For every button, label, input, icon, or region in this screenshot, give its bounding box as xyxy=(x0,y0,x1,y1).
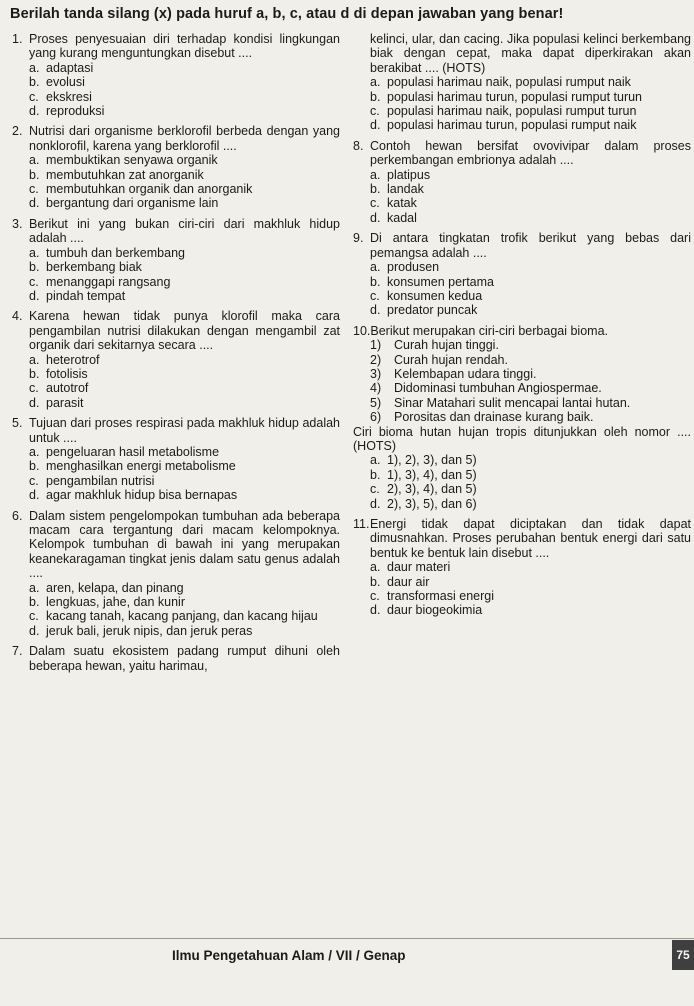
question-5-options xyxy=(29,445,340,503)
option-letter: c. xyxy=(370,196,380,211)
question-7-continued xyxy=(353,32,691,133)
option-letter: a. xyxy=(29,580,40,595)
question-2-option[interactable] xyxy=(29,196,340,210)
option-letter: c. xyxy=(370,589,380,604)
option-text: populasi harimau turun, populasi rumput naik xyxy=(387,118,637,133)
statement-text: Sinar Matahari sulit mencapai lantai hutan. xyxy=(394,395,631,410)
option-text: 1), 3), 4), dan 5) xyxy=(387,467,477,482)
option-text: autotrof xyxy=(46,381,89,396)
question-1-options xyxy=(29,61,340,119)
option-text: aren, kelapa, dan pinang xyxy=(46,580,184,595)
question-9-option[interactable] xyxy=(370,260,691,274)
option-text: bergantung dari organisme lain xyxy=(46,196,219,211)
question-1 xyxy=(12,32,340,118)
question-6-stem xyxy=(12,509,340,581)
question-8 xyxy=(353,139,691,225)
page-number: 75 xyxy=(672,940,694,970)
statement-number: 1) xyxy=(370,338,382,353)
option-text: populasi harimau naik, populasi rumput naik xyxy=(387,75,631,90)
question-2-option[interactable] xyxy=(29,153,340,167)
option-letter: d. xyxy=(29,196,40,211)
option-letter: d. xyxy=(370,603,381,618)
option-text: platipus xyxy=(387,167,431,182)
question-text: Contoh hewan bersifat ovovivipar dalam proses perkembangan embrionya adalah .... xyxy=(370,138,691,168)
question-5-stem xyxy=(12,416,340,445)
option-text: jeruk bali, jeruk nipis, dan jeruk peras xyxy=(46,623,253,638)
question-8-option[interactable] xyxy=(370,196,691,210)
statement-number: 5) xyxy=(370,395,382,410)
statement-number: 6) xyxy=(370,410,382,425)
option-text: kadal xyxy=(387,210,417,225)
question-number: 10. xyxy=(353,323,371,338)
statement-text: Curah hujan tinggi. xyxy=(394,338,499,353)
option-text: menanggapi rangsang xyxy=(46,274,171,289)
question-9-options xyxy=(370,260,691,318)
question-text: Di antara tingkatan trofik berikut yang bebas dari pemangsa adalah .... xyxy=(370,231,691,260)
option-letter: c. xyxy=(370,288,380,303)
option-letter: d. xyxy=(370,118,381,133)
option-text: adaptasi xyxy=(46,60,94,75)
option-text: tumbuh dan berkembang xyxy=(46,245,185,260)
question-11-options xyxy=(370,560,691,618)
option-letter: c. xyxy=(29,182,39,197)
option-text: reproduksi xyxy=(46,104,105,119)
option-letter: a. xyxy=(370,167,381,182)
question-1-option[interactable] xyxy=(29,75,340,89)
option-text: populasi harimau naik, populasi rumput turun xyxy=(387,104,637,119)
question-text: Dalam suatu ekosistem padang rumput dihuni oleh beberapa hewan, yaitu harimau, xyxy=(29,644,340,673)
question-number: 9. xyxy=(353,231,364,246)
question-10-options xyxy=(370,453,691,511)
statement-text: Didominasi tumbuhan Angiospermae. xyxy=(394,381,602,396)
option-text: pengambilan nutrisi xyxy=(46,473,155,488)
page-footer xyxy=(0,940,694,974)
statement-number: 4) xyxy=(370,381,382,396)
option-text: fotolisis xyxy=(46,366,88,381)
statement-number: 3) xyxy=(370,366,382,381)
option-text: daur biogeokimia xyxy=(387,603,483,618)
option-text: produsen xyxy=(387,260,440,275)
bioma-statement xyxy=(370,396,691,410)
question-6-option[interactable] xyxy=(29,595,340,609)
question-number: 7. xyxy=(12,644,23,659)
option-text: daur air xyxy=(387,574,430,589)
question-6-option[interactable] xyxy=(29,624,340,638)
option-letter: b. xyxy=(29,366,40,381)
question-4-option[interactable] xyxy=(29,396,340,410)
question-3 xyxy=(12,217,340,303)
option-letter: d. xyxy=(29,623,40,638)
option-letter: b. xyxy=(29,595,40,610)
question-6-option[interactable] xyxy=(29,609,340,623)
option-text: membuktikan senyawa organik xyxy=(46,153,218,168)
question-1-option[interactable] xyxy=(29,104,340,118)
option-text: agar makhluk hidup bisa bernapas xyxy=(46,488,238,503)
question-text: Dalam sistem pengelompokan tumbuhan ada beberapa macam cara tergantung dari macam kelompoknya. Kelompok tumbuhan di bawah ini yang merupakan keanekaragaman tingkat jenis dalam satu genus adalah .... xyxy=(29,508,340,581)
option-letter: d. xyxy=(29,104,40,119)
question-7-stem-cont xyxy=(353,32,691,75)
question-number: 8. xyxy=(353,138,364,153)
question-5-option[interactable] xyxy=(29,459,340,473)
option-text: populasi harimau turun, populasi rumput turun xyxy=(387,89,643,104)
question-5-option[interactable] xyxy=(29,445,340,459)
option-letter: c. xyxy=(370,482,380,497)
question-10-option[interactable] xyxy=(370,497,691,511)
option-letter: a. xyxy=(370,453,381,468)
question-text: Tujuan dari proses respirasi pada makhluk hidup adalah untuk .... xyxy=(29,416,340,445)
option-text: berkembang biak xyxy=(46,260,142,275)
question-1-stem xyxy=(12,32,340,61)
question-number: 11. xyxy=(353,517,370,531)
option-text: kacang tanah, kacang panjang, dan kacang hijau xyxy=(46,609,318,624)
question-number: 3. xyxy=(12,216,23,231)
question-3-option[interactable] xyxy=(29,246,340,260)
option-letter: b. xyxy=(29,167,40,182)
question-number: 4. xyxy=(12,309,23,324)
option-letter: b. xyxy=(370,182,381,197)
option-text: pindah tempat xyxy=(46,288,126,303)
question-text: Nutrisi dari organisme berklorofil berbeda dengan yang nonklorofil, karena yang berklorofil .... xyxy=(29,124,340,153)
question-number-spacer xyxy=(353,32,370,75)
bioma-statement xyxy=(370,410,691,424)
question-text: Proses penyesuaian diri terhadap kondisi lingkungan yang kurang menguntungkan disebut .... xyxy=(29,32,340,61)
option-letter: d. xyxy=(370,496,381,511)
question-4-options xyxy=(29,353,340,411)
question-text: Karena hewan tidak punya klorofil maka cara pengambilan nutrisi dilakukan dengan mengambil zat organik dari sekitarnya secara .... xyxy=(29,309,340,353)
question-7 xyxy=(12,644,340,673)
option-text: predator puncak xyxy=(387,303,478,318)
question-1-option[interactable] xyxy=(29,61,340,75)
question-6-option[interactable] xyxy=(29,581,340,595)
option-letter: b. xyxy=(29,459,40,474)
question-5-option[interactable] xyxy=(29,474,340,488)
option-letter: a. xyxy=(29,153,40,168)
option-text: katak xyxy=(387,196,417,211)
option-letter: c. xyxy=(29,609,39,624)
option-letter: c. xyxy=(29,274,39,289)
question-5 xyxy=(12,416,340,502)
option-letter: a. xyxy=(29,245,40,260)
option-text: menghasilkan energi metabolisme xyxy=(46,459,236,474)
option-letter: d. xyxy=(370,303,381,318)
option-letter: d. xyxy=(29,288,40,303)
option-letter: a. xyxy=(29,352,40,367)
question-7-option[interactable] xyxy=(370,104,691,118)
question-10-stem xyxy=(353,324,691,338)
bioma-statement xyxy=(370,353,691,367)
question-10-option[interactable] xyxy=(370,468,691,482)
question-4-stem xyxy=(12,309,340,352)
question-11-option[interactable] xyxy=(370,560,691,574)
option-text: lengkuas, jahe, dan kunir xyxy=(46,595,185,610)
right-column xyxy=(353,32,691,624)
question-6-options xyxy=(29,581,340,639)
option-text: konsumen pertama xyxy=(387,274,495,289)
question-11-option[interactable] xyxy=(370,589,691,603)
question-10 xyxy=(353,324,691,511)
option-letter: c. xyxy=(370,104,380,119)
question-8-options xyxy=(370,168,691,226)
question-3-options xyxy=(29,246,340,304)
option-letter: d. xyxy=(29,488,40,503)
statement-number: 2) xyxy=(370,352,382,367)
option-text: daur materi xyxy=(387,560,451,575)
question-9-option[interactable] xyxy=(370,289,691,303)
option-text: parasit xyxy=(46,395,84,410)
instruction-header: Berilah tanda silang (x) pada huruf a, b, c, atau d di depan jawaban yang benar! xyxy=(10,6,564,22)
question-11-stem xyxy=(353,517,691,560)
option-text: membutuhkan organik dan anorganik xyxy=(46,182,253,197)
bioma-statement xyxy=(370,381,691,395)
question-7-option[interactable] xyxy=(370,118,691,132)
option-letter: b. xyxy=(370,467,381,482)
option-letter: c. xyxy=(29,473,39,488)
question-10-prompt: Ciri bioma hutan hujan tropis ditunjukkan oleh nomor .... (HOTS) xyxy=(353,424,691,453)
question-8-stem xyxy=(353,139,691,168)
question-10-option[interactable] xyxy=(370,453,691,467)
option-letter: b. xyxy=(370,574,381,589)
question-4-option[interactable] xyxy=(29,353,340,367)
question-text: Berikut merupakan ciri-ciri berbagai bioma. xyxy=(370,323,608,338)
option-text: ekskresi xyxy=(46,89,92,104)
question-3-option[interactable] xyxy=(29,275,340,289)
option-letter: b. xyxy=(370,274,381,289)
question-2-stem xyxy=(12,124,340,153)
question-9 xyxy=(353,231,691,317)
question-3-option[interactable] xyxy=(29,289,340,303)
question-2-option[interactable] xyxy=(29,182,340,196)
option-letter: c. xyxy=(29,89,39,104)
statement-text: Curah hujan rendah. xyxy=(394,352,508,367)
question-4-option[interactable] xyxy=(29,367,340,381)
option-letter: a. xyxy=(370,260,381,275)
question-number: 1. xyxy=(12,32,23,46)
statement-text: Porositas dan drainase kurang baik. xyxy=(394,410,594,425)
option-letter: b. xyxy=(370,89,381,104)
option-text: landak xyxy=(387,182,424,197)
bioma-statement xyxy=(370,338,691,352)
option-letter: a. xyxy=(29,444,40,459)
option-text: membutuhkan zat anorganik xyxy=(46,167,204,182)
question-9-stem xyxy=(353,231,691,260)
question-9-option[interactable] xyxy=(370,303,691,317)
question-2-option[interactable] xyxy=(29,168,340,182)
question-4 xyxy=(12,309,340,410)
question-10-option[interactable] xyxy=(370,482,691,496)
question-2-options xyxy=(29,153,340,211)
question-number: 5. xyxy=(12,416,23,431)
question-3-option[interactable] xyxy=(29,260,340,274)
option-letter: a. xyxy=(29,60,40,75)
option-letter: c. xyxy=(29,381,39,396)
option-text: heterotrof xyxy=(46,352,100,367)
option-letter: d. xyxy=(370,210,381,225)
option-letter: a. xyxy=(370,75,381,90)
option-letter: b. xyxy=(29,75,40,90)
question-2 xyxy=(12,124,340,210)
question-4-option[interactable] xyxy=(29,381,340,395)
option-text: evolusi xyxy=(46,75,85,90)
question-7-stem xyxy=(12,644,340,673)
question-7-options xyxy=(370,75,691,133)
footer-subject: Ilmu Pengetahuan Alam / VII / Genap xyxy=(172,948,406,963)
question-8-option[interactable] xyxy=(370,168,691,182)
option-text: 2), 3), 5), dan 6) xyxy=(387,496,477,511)
question-text: Berikut ini yang bukan ciri-ciri dari makhluk hidup adalah .... xyxy=(29,216,340,246)
question-5-option[interactable] xyxy=(29,488,340,502)
question-6 xyxy=(12,509,340,639)
question-8-option[interactable] xyxy=(370,182,691,196)
option-text: pengeluaran hasil metabolisme xyxy=(46,444,220,459)
option-letter: b. xyxy=(29,260,40,275)
question-3-stem xyxy=(12,217,340,246)
question-text: kelinci, ular, dan cacing. Jika populasi kelinci berkembang biak dengan cepat, maka dapat diperkirakan akan berakibat .... (HOTS) xyxy=(370,32,691,75)
question-11 xyxy=(353,517,691,618)
question-9-option[interactable] xyxy=(370,275,691,289)
option-letter: a. xyxy=(370,560,381,575)
question-number: 2. xyxy=(12,124,23,139)
question-11-option[interactable] xyxy=(370,603,691,617)
option-text: 2), 3), 4), dan 5) xyxy=(387,482,477,497)
question-7-option[interactable] xyxy=(370,90,691,104)
question-8-option[interactable] xyxy=(370,211,691,225)
option-letter: d. xyxy=(29,395,40,410)
option-text: 1), 2), 3), dan 5) xyxy=(387,453,477,468)
left-column xyxy=(12,32,340,679)
footer-divider xyxy=(0,938,694,939)
question-text: Energi tidak dapat diciptakan dan tidak dapat dimusnahkan. Proses perubahan bentuk energi dari satu bentuk ke bentuk lain disebut .... xyxy=(370,517,691,560)
question-11-option[interactable] xyxy=(370,575,691,589)
option-text: konsumen kedua xyxy=(387,288,483,303)
option-text: transformasi energi xyxy=(387,589,494,604)
statement-text: Kelembapan udara tinggi. xyxy=(394,366,537,381)
question-7-option[interactable] xyxy=(370,75,691,89)
question-1-option[interactable] xyxy=(29,90,340,104)
question-number: 6. xyxy=(12,508,23,523)
bioma-statement xyxy=(370,367,691,381)
